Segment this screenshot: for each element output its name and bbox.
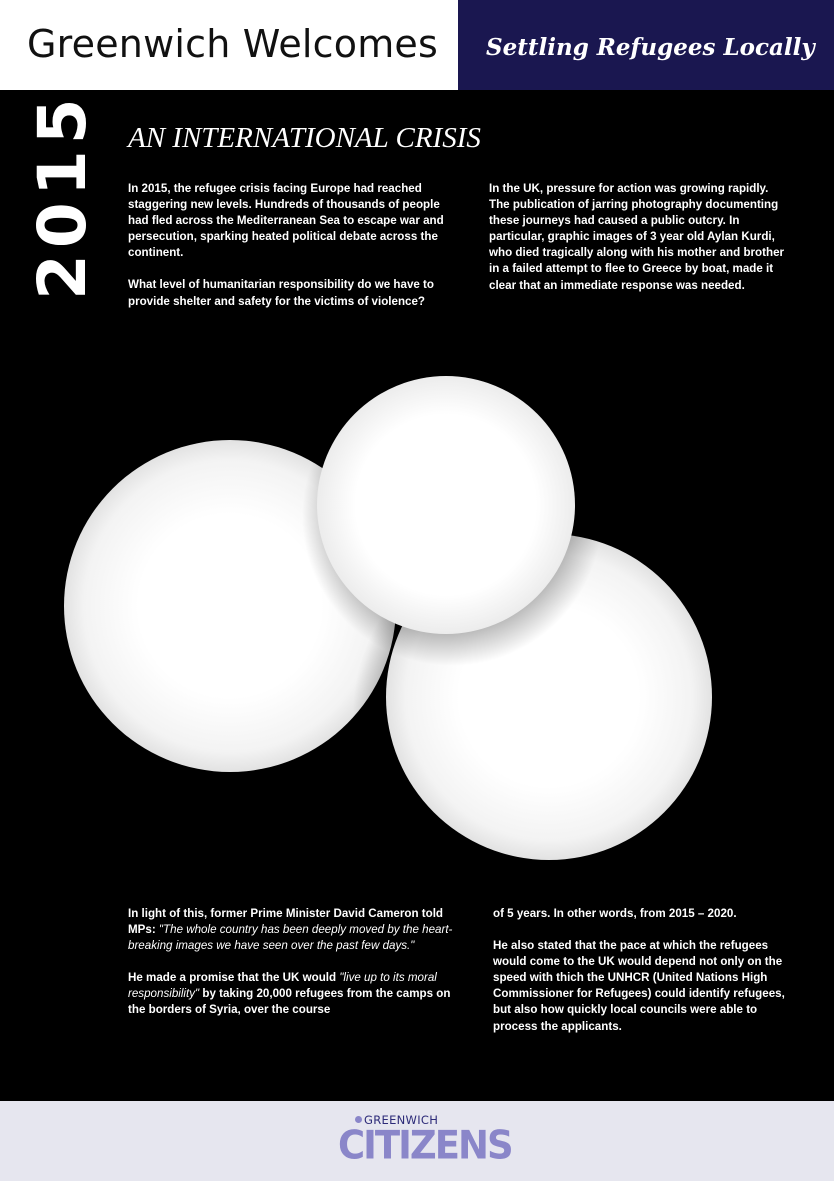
- cameron-quote: "The whole country has been deeply moved by the heart-breaking images we have seen over the past few days.": [128, 923, 453, 953]
- pace-paragraph: He also stated that the pace at which the refugees would come to the UK would depend not only on the speed with thich the UNHCR (United Nations High Commissioner for Refugees) could identify refugees, but also how quickly local councils were able to process the applicants.: [493, 939, 785, 1033]
- header-subtitle-panel: [458, 0, 834, 90]
- cameron-column-left: [128, 906, 460, 1035]
- uk-pressure-paragraph: In the UK, pressure for action was growing rapidly. The publication of jarring photography documenting these journeys had caused a public outcry. In particular, graphic images of 3 year old Aylan Kurdi, who died tragically along with his mother and brother in a failed attempt to flee to Greece by boat, made it clear that an immediate response was needed.: [489, 182, 785, 292]
- intro-paragraph: In 2015, the refugee crisis facing Europe had reached staggering new levels. Hundreds of thousands of people had fled across the Mediterranean Sea to escape war and persecution, sparking heated political debate across the continent.: [128, 182, 444, 260]
- cameron-quote-paragraph: [128, 906, 460, 954]
- promise-quote: "live up to its moral responsibility": [128, 971, 437, 1001]
- promise-lead: He made a promise that the UK would: [128, 971, 340, 985]
- question-paragraph: What level of humanitarian responsibility do we have to provide shelter and safety for the victims of violence?: [128, 278, 435, 308]
- promise-paragraph: [128, 970, 460, 1018]
- promise-tail: by taking 20,000 refugees from the camps on the borders of Syria, over the course: [128, 987, 451, 1017]
- intro-column-right: [489, 181, 789, 310]
- page-subtitle: Settling Refugees Locally: [486, 34, 815, 61]
- page-title: Greenwich Welcomes: [27, 22, 438, 66]
- greenwich-citizens-logo: [338, 1113, 512, 1169]
- logo-greenwich-text: GREENWICH: [364, 1113, 439, 1127]
- intro-column-left: [128, 181, 460, 326]
- footer-band: [0, 1101, 834, 1181]
- logo-dot-icon: [355, 1116, 362, 1123]
- section-heading: AN INTERNATIONAL CRISIS: [128, 122, 481, 154]
- timeline-paragraph: of 5 years. In other words, from 2015 – 2020.: [493, 907, 737, 920]
- header-title-panel: [0, 0, 458, 90]
- year-label: 2015: [24, 92, 101, 300]
- cameron-column-right: [493, 906, 793, 1051]
- overlapping-circles-graphic: [0, 340, 834, 880]
- circle-top: [317, 376, 575, 634]
- logo-citizens-text: CITIZENS: [338, 1123, 512, 1169]
- cameron-lead: In light of this, former Prime Minister David Cameron told MPs:: [128, 907, 444, 937]
